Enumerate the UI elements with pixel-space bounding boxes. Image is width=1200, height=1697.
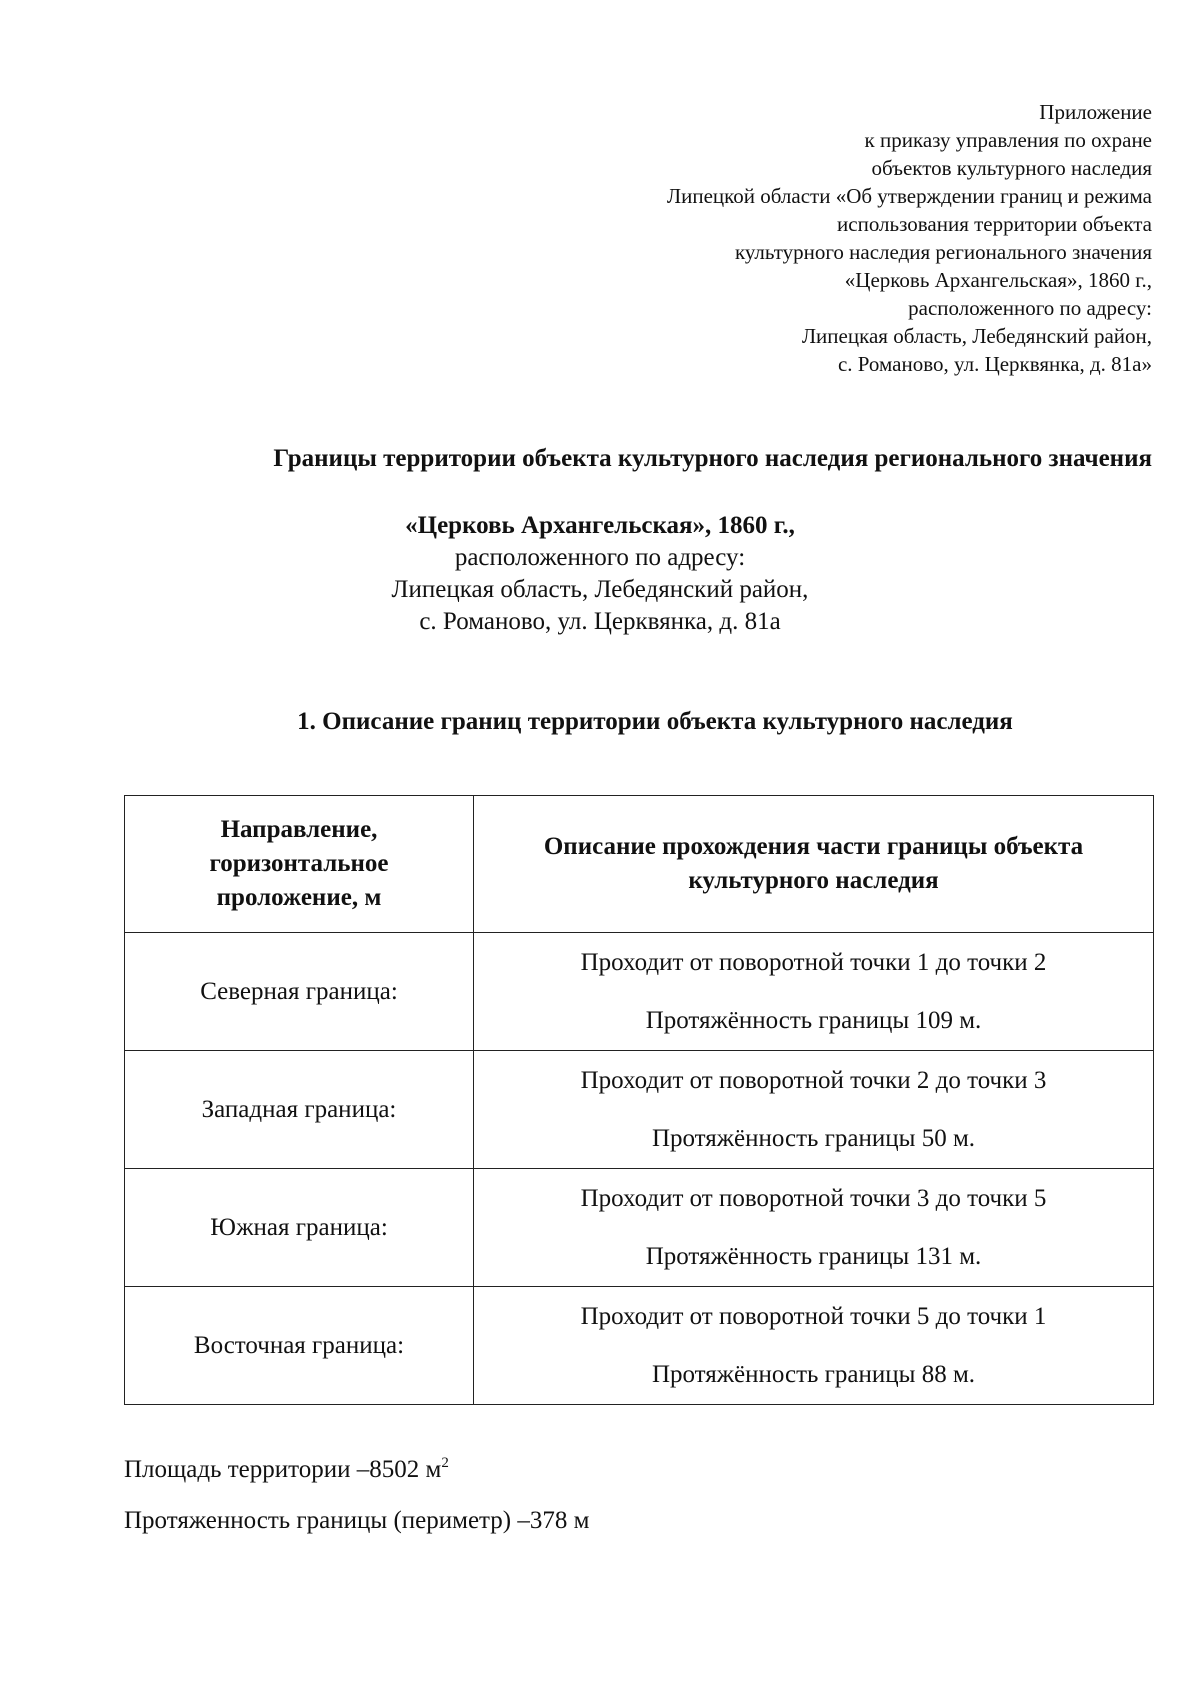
appendix-line: использования территории объекта (837, 212, 1152, 236)
table-header-row (125, 796, 1154, 933)
header-description-line: Описание прохождения части границы объекта (543, 833, 1084, 860)
address-line: с. Романово, ул. Церквянка, д. 81а (419, 608, 781, 635)
section-heading: 1. Описание границ территории объекта культурного наследия (297, 708, 1013, 735)
header-direction-line: Направление, (220, 816, 378, 843)
boundary-length: Протяжённость границы 109 м. (645, 1006, 982, 1034)
boundary-direction: Северная граница: (125, 933, 474, 1051)
header-direction (125, 796, 474, 933)
boundary-length: Протяжённость границы 88 м. (651, 1360, 976, 1388)
boundary-direction: Южная граница: (125, 1169, 474, 1287)
appendix-line: с. Романово, ул. Церквянка, д. 81а» (837, 352, 1152, 376)
boundary-direction: Западная граница: (125, 1051, 474, 1169)
appendix-line: Липецкая область, Лебедянский район, (801, 324, 1152, 348)
header-description-line: культурного наследия (688, 867, 939, 894)
appendix-line: расположенного по адресу: (908, 296, 1152, 320)
boundary-direction: Восточная граница: (125, 1287, 474, 1405)
boundary-route: Проходит от поворотной точки 2 до точки 3 (580, 1066, 1047, 1094)
appendix-header (560, 98, 1152, 378)
boundary-length: Протяжённость границы 131 м. (645, 1242, 982, 1270)
area-summary (124, 1447, 449, 1486)
appendix-line: к приказу управления по охране (864, 128, 1152, 152)
table-row (125, 1169, 1154, 1287)
object-block (0, 510, 1200, 638)
table-row (125, 1051, 1154, 1169)
perimeter-summary: Протяженность границы (периметр) –378 м (124, 1507, 590, 1534)
area-unit-superscript: 2 (441, 1455, 449, 1471)
boundaries-table (124, 795, 1154, 1405)
area-text: Площадь территории –8502 м (124, 1456, 442, 1483)
document-title: Границы территории объекта культурного наследия регионального значения (273, 445, 1152, 472)
boundary-description (474, 933, 1154, 1051)
address-line: расположенного по адресу: (454, 544, 746, 571)
boundary-route: Проходит от поворотной точки 1 до точки 2 (580, 948, 1047, 976)
appendix-line: Приложение (1039, 100, 1152, 124)
appendix-line: Липецкой области «Об утверждении границ и режима (666, 184, 1152, 208)
table-row (125, 1287, 1154, 1405)
header-description (474, 796, 1154, 933)
boundary-route: Проходит от поворотной точки 5 до точки 1 (580, 1302, 1047, 1330)
boundary-description (474, 1051, 1154, 1169)
header-direction-line: горизонтальное (209, 850, 389, 877)
object-name: «Церковь Архангельская», 1860 г., (405, 512, 795, 539)
boundary-length: Протяжённость границы 50 м. (651, 1124, 976, 1152)
boundary-description (474, 1169, 1154, 1287)
boundary-description (474, 1287, 1154, 1405)
boundary-route: Проходит от поворотной точки 3 до точки 5 (580, 1184, 1047, 1212)
table-row (125, 933, 1154, 1051)
appendix-line: культурного наследия регионального значения (734, 240, 1152, 264)
header-direction-line: проложение, м (216, 884, 382, 911)
appendix-line: «Церковь Архангельская», 1860 г., (844, 268, 1152, 292)
address-line: Липецкая область, Лебедянский район, (391, 576, 809, 603)
appendix-line: объектов культурного наследия (871, 156, 1152, 180)
